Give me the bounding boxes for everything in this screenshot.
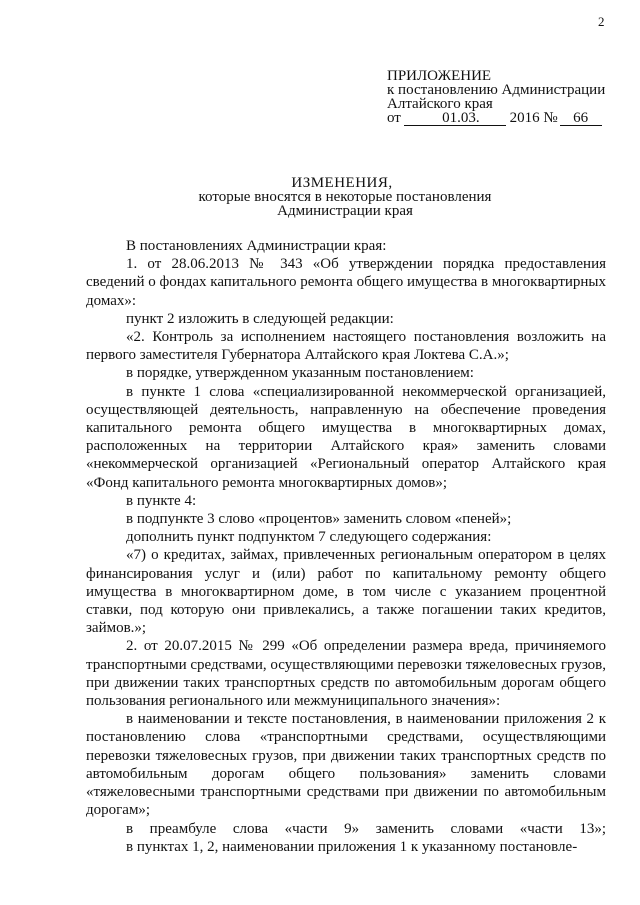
paragraph: «2. Контроль за исполнением настоящего постановления возложить на первого заместителя Губернатора Алтайского края Локтева С.А.»; [86,329,606,364]
paragraph: В постановлениях Администрации края: [126,238,387,254]
paragraph: 2. от 20.07.2015 № 299 «Об определении размера вреда, причиняемого транспортными средствами, осуществляющими перевозки тяжеловесных грузов, при движении таких транспортных средств по автомобильным дорогам общего пользования регионального или межмуниципального значения»: [86,638,606,710]
paragraph: в подпункте 3 слово «процентов» заменить словом «пеней»; [126,511,512,528]
paragraph: пункт 2 изложить в следующей редакции: [126,310,394,327]
date-prefix: от [387,110,401,126]
paragraph: в порядке, утвержденном указанным постановлением: [126,365,474,382]
appendix-line: к постановлению Администрации [387,82,606,98]
appendix-heading: ПРИЛОЖЕНИЕ [387,68,492,84]
paragraph: в пункте 1 слова «специализированной некоммерческой организацией, осуществляющей деятельность, направленную на обеспечение проведения капитального ремонта общего имущества в многоквартирных домах, расположенных на территории Алтайского края» заменить словами «некоммерческой организацией «Региональный оператор Алтайского края «Фонд капитального ремонта многоквартирных домов»; [86,383,606,491]
appendix-block [387,69,627,126]
title-heading: ИЗМЕНЕНИЯ, [291,175,393,191]
appendix-line: Алтайского края [387,96,493,112]
appendix-date-line [387,111,627,126]
paragraph: в пунктах 1, 2, наименовании приложения 1 к указанному постановле- [126,838,578,855]
title-subheading: Администрации края [277,203,413,219]
paragraph: дополнить пункт подпунктом 7 следующего содержания: [126,529,492,546]
document-body [86,237,606,856]
paragraph: в преамбуле слова «части 9» заменить словами «части 13»; [126,820,606,837]
date-value: 01.03. [404,112,506,126]
title-subheading: которые вносятся в некоторые постановления [198,189,492,205]
paragraph: «7) о кредитах, займах, привлеченных региональным оператором в целях финансирования услуг и (или) работ по капитальному ремонту общего имущества в многоквартирном доме, в том числе с указанием процентной ставки, под которую они привлекались, а также погашении таких кредитов, займов.»; [86,547,606,637]
paragraph: в пункте 4: [126,492,197,509]
year-label: 2016 № [509,110,558,126]
document-number: 66 [560,112,602,126]
page-number: 2 [598,14,605,29]
paragraph: 1. от 28.06.2013 № 343 «Об утверждении порядка предоставления сведений о фондах капитального ремонта общего имущества в многоквартирных домах»: [86,256,607,309]
document-title [0,176,640,218]
paragraph: в наименовании и тексте постановления, в наименовании приложения 2 к постановлению слова «транспортными средствами, осуществляющими перевозки тяжеловесных грузов, при движении таких транспортных средств по автомобильным дорогам общего пользования» заменить словами «тяжеловесными транспортными средствами при движении по автомобильным дорогам»; [86,711,606,819]
